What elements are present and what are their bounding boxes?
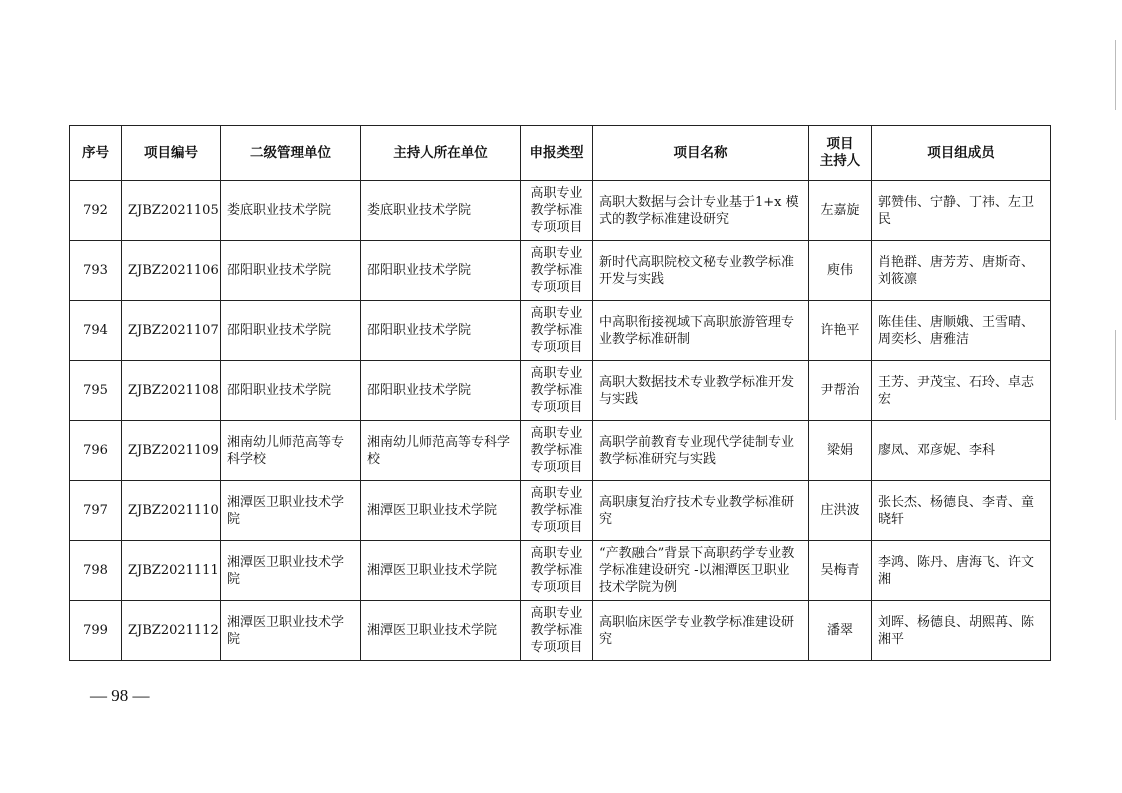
cell-leader: 吴梅青: [809, 541, 872, 601]
cell-leader: 左嘉旋: [809, 181, 872, 241]
cell-name: 高职大数据技术专业教学标准开发与实践: [593, 361, 809, 421]
table-row: [70, 541, 1051, 601]
cell-no: 793: [70, 241, 122, 301]
cell-no: 796: [70, 421, 122, 481]
header-code: 项目编号: [122, 126, 221, 181]
type-line: 专项项目: [530, 340, 583, 355]
type-line: 专项项目: [530, 520, 583, 535]
cell-no: 792: [70, 181, 122, 241]
header-unit: 二级管理单位: [221, 126, 361, 181]
type-line: 高职专业: [530, 306, 583, 321]
table-row: [70, 181, 1051, 241]
cell-unit: 邵阳职业技术学院: [221, 361, 361, 421]
header-type: 申报类型: [521, 126, 593, 181]
cell-host-unit: 湘潭医卫职业技术学院: [361, 541, 521, 601]
cell-code: ZJBZ2021111: [122, 541, 221, 601]
cell-type: [521, 421, 593, 481]
type-line: 专项项目: [530, 220, 583, 235]
cell-unit: 邵阳职业技术学院: [221, 241, 361, 301]
cell-unit: 湘潭医卫职业技术学院: [221, 541, 361, 601]
header-no: 序号: [70, 126, 122, 181]
project-table: [69, 125, 1051, 661]
cell-host-unit: 邵阳职业技术学院: [361, 241, 521, 301]
cell-unit: 湘潭医卫职业技术学院: [221, 481, 361, 541]
cell-no: 795: [70, 361, 122, 421]
table-row: [70, 301, 1051, 361]
table-row: [70, 421, 1051, 481]
cell-name: 高职学前教育专业现代学徒制专业教学标准研究与实践: [593, 421, 809, 481]
cell-name: 中高职衔接视域下高职旅游管理专业教学标准研制: [593, 301, 809, 361]
cell-leader: 庾伟: [809, 241, 872, 301]
cell-type: [521, 481, 593, 541]
cell-host-unit: 邵阳职业技术学院: [361, 301, 521, 361]
cell-name: 新时代高职院校文秘专业教学标准开发与实践: [593, 241, 809, 301]
header-members: 项目组成员: [872, 126, 1051, 181]
cell-type: [521, 301, 593, 361]
type-line: 教学标准: [530, 203, 583, 218]
type-line: 专项项目: [530, 400, 583, 415]
cell-name: “产教融合”背景下高职药学专业教学标准建设研究 -以湘潭医卫职业技术学院为例: [593, 541, 809, 601]
type-line: 高职专业: [530, 186, 583, 201]
table-row: [70, 481, 1051, 541]
type-line: 专项项目: [530, 580, 583, 595]
cell-code: ZJBZ2021106: [122, 241, 221, 301]
cell-no: 794: [70, 301, 122, 361]
type-line: 教学标准: [530, 443, 583, 458]
cell-unit: 邵阳职业技术学院: [221, 301, 361, 361]
cell-code: ZJBZ2021108: [122, 361, 221, 421]
cell-host-unit: 湘潭医卫职业技术学院: [361, 601, 521, 661]
cell-members: 廖凤、邓彦妮、李科: [872, 421, 1051, 481]
table-row: [70, 241, 1051, 301]
cell-host-unit: 娄底职业技术学院: [361, 181, 521, 241]
cell-type: [521, 601, 593, 661]
cell-host-unit: 湘南幼儿师范高等专科学校: [361, 421, 521, 481]
type-line: 高职专业: [530, 426, 583, 441]
cell-members: 张长杰、杨德良、李青、童晓轩: [872, 481, 1051, 541]
cell-no: 797: [70, 481, 122, 541]
page-number: — 98 —: [90, 686, 150, 705]
type-line: 教学标准: [530, 503, 583, 518]
cell-type: [521, 241, 593, 301]
cell-type: [521, 541, 593, 601]
cell-host-unit: 湘潭医卫职业技术学院: [361, 481, 521, 541]
table-row: [70, 361, 1051, 421]
scan-edge-mark: [1115, 330, 1116, 420]
type-line: 专项项目: [530, 640, 583, 655]
cell-leader: 梁娟: [809, 421, 872, 481]
type-line: 专项项目: [530, 460, 583, 475]
cell-members: 李鸿、陈丹、唐海飞、许文湘: [872, 541, 1051, 601]
cell-members: 刘晖、杨德良、胡熙苒、陈湘平: [872, 601, 1051, 661]
cell-no: 799: [70, 601, 122, 661]
cell-code: ZJBZ2021110: [122, 481, 221, 541]
table-header: [70, 126, 1051, 181]
cell-unit: 湘潭医卫职业技术学院: [221, 601, 361, 661]
cell-unit: 湘南幼儿师范高等专科学校: [221, 421, 361, 481]
cell-leader: 庄洪波: [809, 481, 872, 541]
type-line: 教学标准: [530, 383, 583, 398]
cell-members: 陈佳佳、唐顺娥、王雪晴、周奕杉、唐雅洁: [872, 301, 1051, 361]
cell-leader: 尹帮治: [809, 361, 872, 421]
type-line: 高职专业: [530, 366, 583, 381]
type-line: 教学标准: [530, 623, 583, 638]
type-line: 高职专业: [530, 486, 583, 501]
cell-name: 高职大数据与会计专业基于1+x 模式的教学标准建设研究: [593, 181, 809, 241]
cell-type: [521, 361, 593, 421]
header-leader: 项目 主持人: [809, 126, 872, 181]
type-line: 专项项目: [530, 280, 583, 295]
cell-host-unit: 邵阳职业技术学院: [361, 361, 521, 421]
cell-leader: 许艳平: [809, 301, 872, 361]
cell-no: 798: [70, 541, 122, 601]
type-line: 教学标准: [530, 323, 583, 338]
cell-members: 王芳、尹茂宝、石玲、卓志宏: [872, 361, 1051, 421]
cell-type: [521, 181, 593, 241]
cell-code: ZJBZ2021109: [122, 421, 221, 481]
cell-code: ZJBZ2021112: [122, 601, 221, 661]
table-body: [70, 181, 1051, 661]
type-line: 高职专业: [530, 606, 583, 621]
cell-leader: 潘翠: [809, 601, 872, 661]
header-row: [70, 126, 1051, 181]
table-row: [70, 601, 1051, 661]
cell-members: 郭赞伟、宁静、丁祎、左卫民: [872, 181, 1051, 241]
type-line: 高职专业: [530, 546, 583, 561]
header-name: 项目名称: [593, 126, 809, 181]
scan-edge-mark: [1115, 40, 1116, 110]
cell-name: 高职临床医学专业教学标准建设研究: [593, 601, 809, 661]
cell-unit: 娄底职业技术学院: [221, 181, 361, 241]
cell-members: 肖艳群、唐芳芳、唐斯奇、刘筱凛: [872, 241, 1051, 301]
type-line: 教学标准: [530, 563, 583, 578]
type-line: 教学标准: [530, 263, 583, 278]
header-host-unit: 主持人所在单位: [361, 126, 521, 181]
cell-code: ZJBZ2021105: [122, 181, 221, 241]
cell-name: 高职康复治疗技术专业教学标准研究: [593, 481, 809, 541]
cell-code: ZJBZ2021107: [122, 301, 221, 361]
type-line: 高职专业: [530, 246, 583, 261]
